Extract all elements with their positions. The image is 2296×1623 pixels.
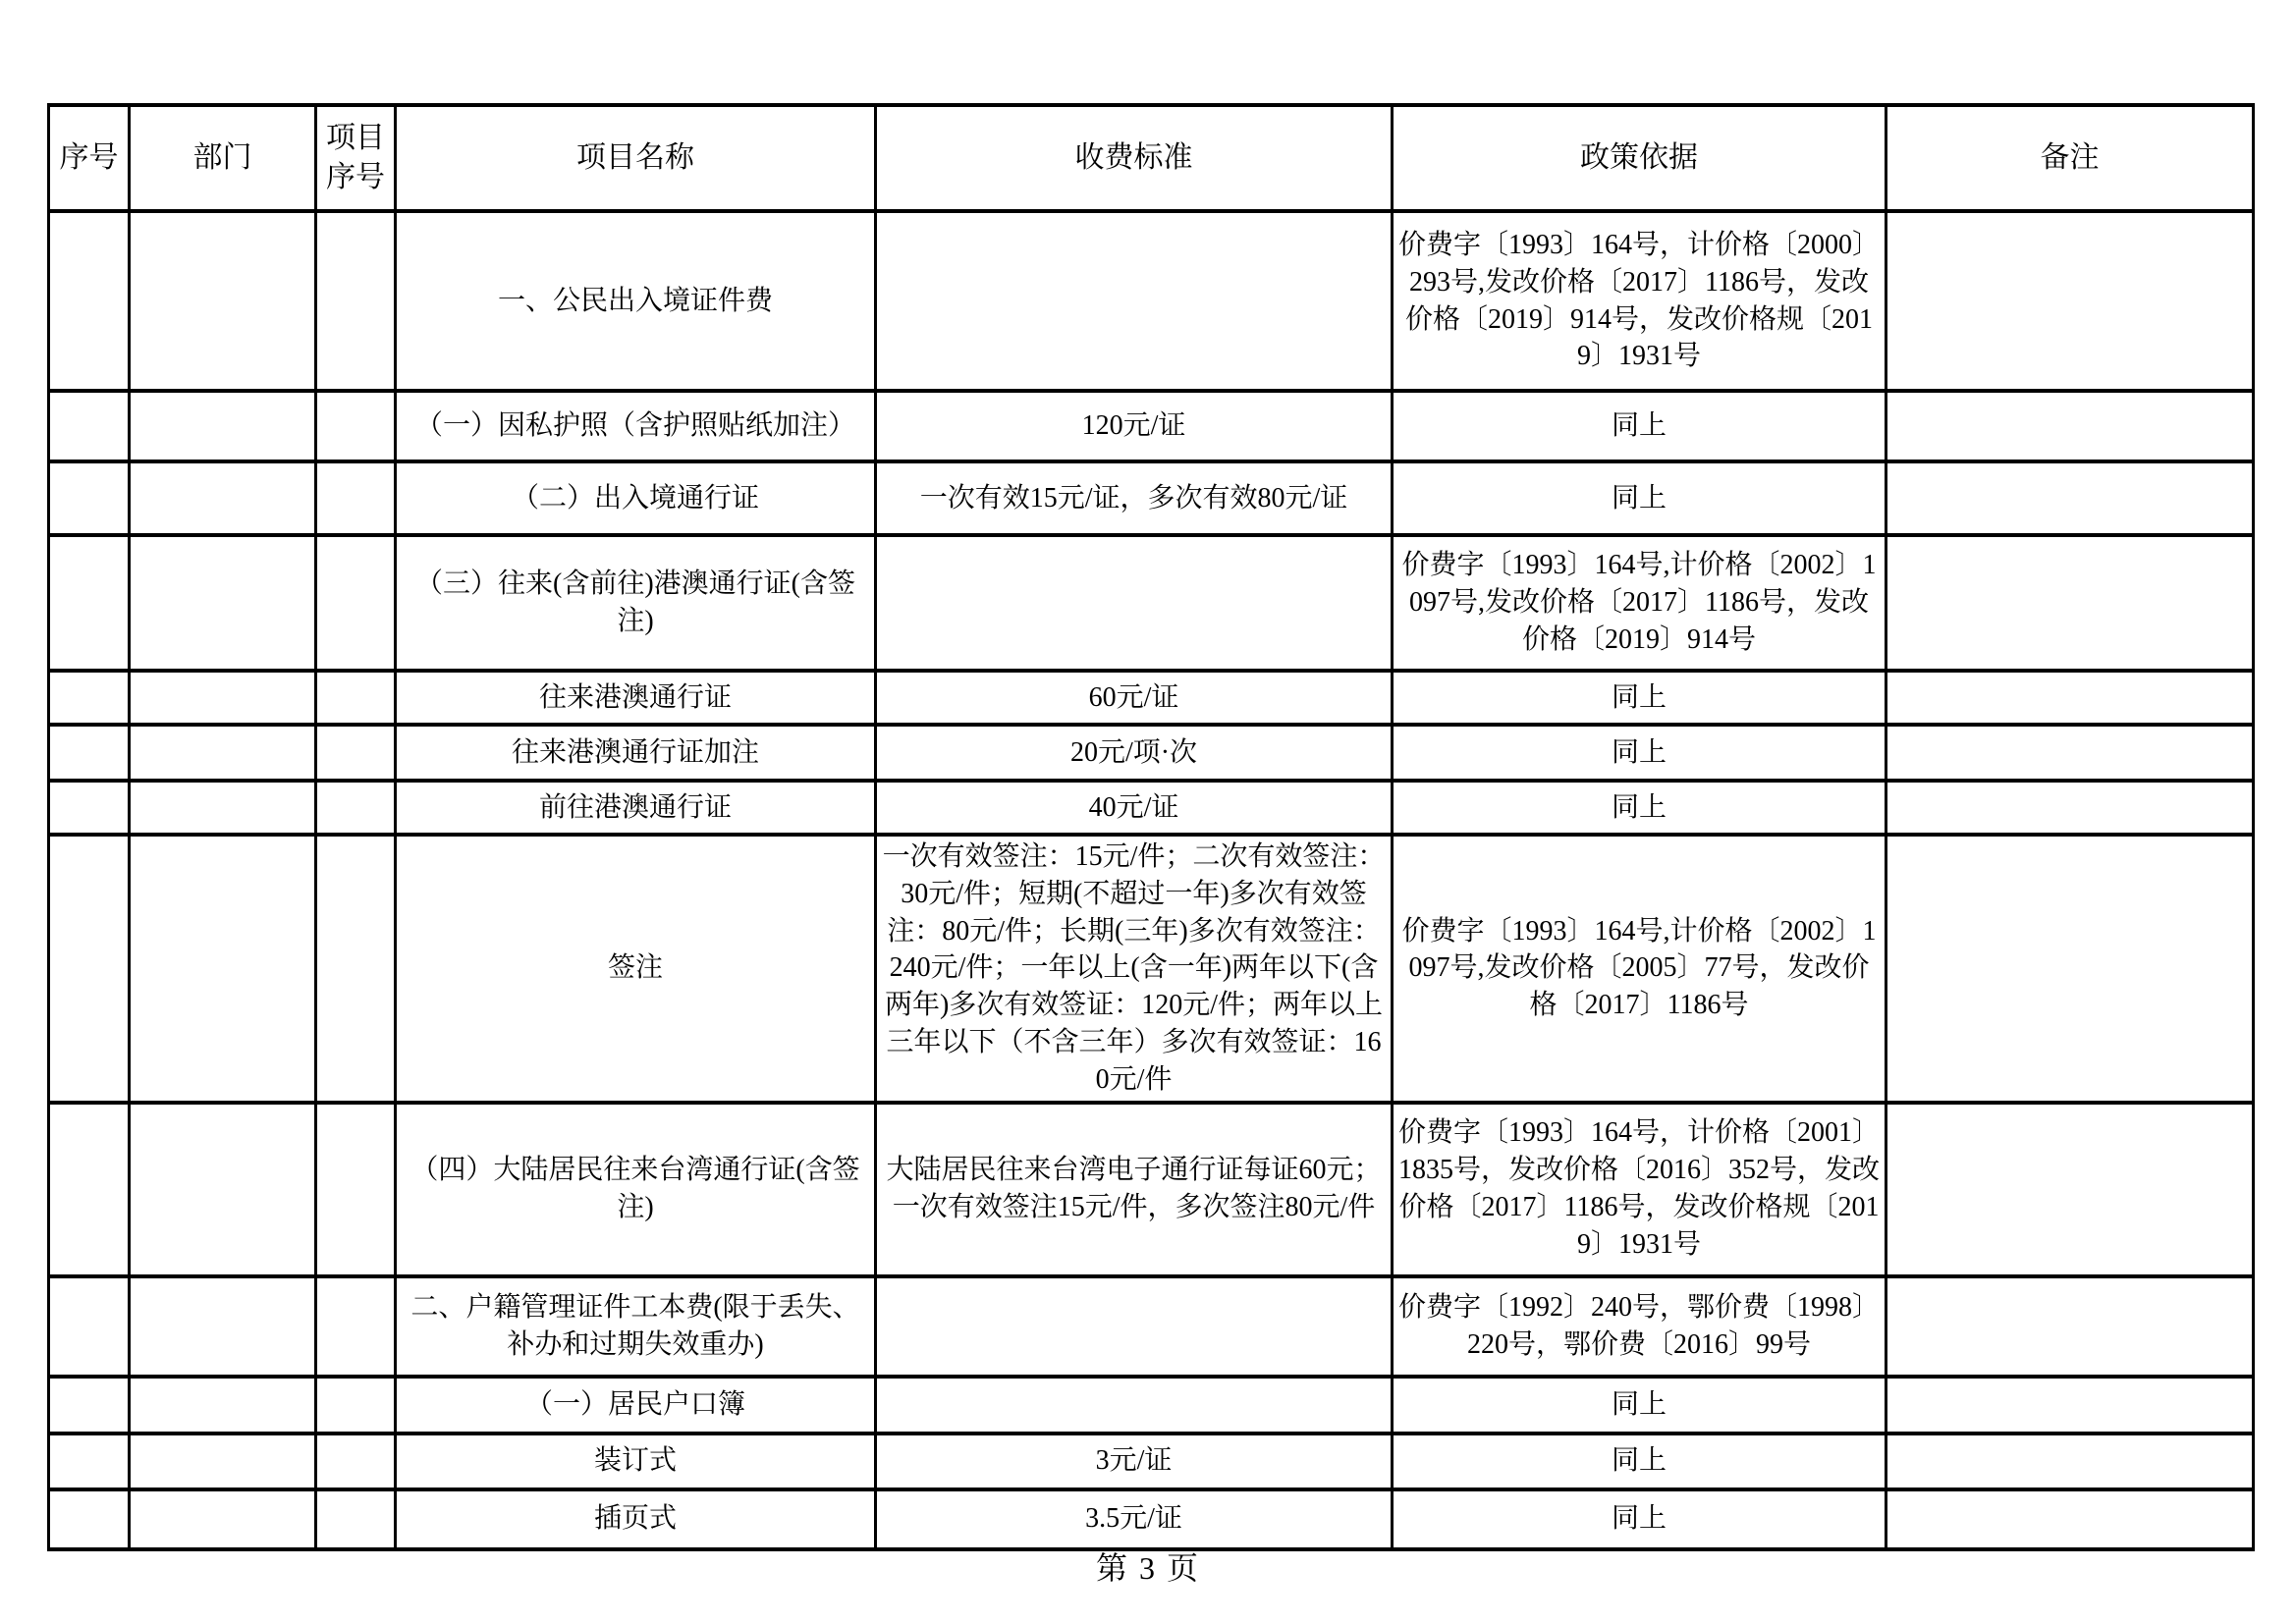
cell-note xyxy=(1886,1489,2254,1549)
cell-department xyxy=(130,461,316,535)
cell-item-no xyxy=(316,461,396,535)
cell-note xyxy=(1886,535,2254,671)
cell-item-no xyxy=(316,1489,396,1549)
cell-serial xyxy=(49,835,130,1103)
cell-note xyxy=(1886,1377,2254,1434)
fee-schedule-table xyxy=(47,103,2255,1551)
cell-department xyxy=(130,211,316,391)
cell-department xyxy=(130,535,316,671)
table-row xyxy=(49,781,2254,835)
column-header-fee: 收费标准 xyxy=(876,105,1393,211)
cell-policy: 同上 xyxy=(1393,461,1886,535)
table-row xyxy=(49,1377,2254,1434)
cell-name: （三）往来(含前往)港澳通行证(含签注) xyxy=(396,535,876,671)
column-header-item-no: 项目序号 xyxy=(316,105,396,211)
table-row xyxy=(49,1489,2254,1549)
cell-policy: 同上 xyxy=(1393,1377,1886,1434)
table-row xyxy=(49,535,2254,671)
cell-serial xyxy=(49,1103,130,1276)
cell-note xyxy=(1886,1276,2254,1377)
cell-note xyxy=(1886,781,2254,835)
column-header-name: 项目名称 xyxy=(396,105,876,211)
cell-serial xyxy=(49,781,130,835)
cell-policy: 价费字〔1993〕164号,计价格〔2002〕1097号,发改价格〔2017〕1186号，发改价格〔2019〕914号 xyxy=(1393,535,1886,671)
cell-department xyxy=(130,1377,316,1434)
cell-serial xyxy=(49,391,130,461)
cell-department xyxy=(130,1434,316,1489)
cell-name: 签注 xyxy=(396,835,876,1103)
cell-policy: 价费字〔1992〕240号，鄂价费〔1998〕220号，鄂价费〔2016〕99号 xyxy=(1393,1276,1886,1377)
cell-fee: 一次有效签注：15元/件；二次有效签注：30元/件；短期(不超过一年)多次有效签注：80元/件；长期(三年)多次有效签注：240元/件；一年以上(含一年)两年以下(含两年)多次有效签证：120元/件；两年以上三年以下（不含三年）多次有效签证：160元/件 xyxy=(876,835,1393,1103)
column-header-department: 部门 xyxy=(130,105,316,211)
cell-item-no xyxy=(316,781,396,835)
cell-name: （四）大陆居民往来台湾通行证(含签注) xyxy=(396,1103,876,1276)
table-row xyxy=(49,461,2254,535)
cell-serial xyxy=(49,211,130,391)
cell-fee: 3元/证 xyxy=(876,1434,1393,1489)
cell-item-no xyxy=(316,1103,396,1276)
cell-department xyxy=(130,781,316,835)
table-row xyxy=(49,725,2254,781)
cell-note xyxy=(1886,211,2254,391)
cell-serial xyxy=(49,1276,130,1377)
cell-item-no xyxy=(316,535,396,671)
cell-serial xyxy=(49,1434,130,1489)
cell-name: 往来港澳通行证加注 xyxy=(396,725,876,781)
header-row xyxy=(49,105,2254,211)
cell-fee xyxy=(876,1377,1393,1434)
cell-policy: 价费字〔1993〕164号，计价格〔2001〕1835号，发改价格〔2016〕352号，发改价格〔2017〕1186号，发改价格规〔2019〕1931号 xyxy=(1393,1103,1886,1276)
table-row xyxy=(49,1103,2254,1276)
cell-policy: 价费字〔1993〕164号,计价格〔2002〕1097号,发改价格〔2005〕77号，发改价格〔2017〕1186号 xyxy=(1393,835,1886,1103)
cell-name: （一）因私护照（含护照贴纸加注） xyxy=(396,391,876,461)
cell-fee: 40元/证 xyxy=(876,781,1393,835)
cell-policy: 价费字〔1993〕164号，计价格〔2000〕293号,发改价格〔2017〕1186号，发改价格〔2019〕914号，发改价格规〔2019〕1931号 xyxy=(1393,211,1886,391)
table-row xyxy=(49,835,2254,1103)
column-header-policy: 政策依据 xyxy=(1393,105,1886,211)
cell-item-no xyxy=(316,671,396,725)
page-number-label: 第 3 页 xyxy=(1095,1550,1200,1586)
cell-item-no xyxy=(316,1276,396,1377)
cell-department xyxy=(130,1276,316,1377)
cell-note xyxy=(1886,1434,2254,1489)
cell-name: 二、户籍管理证件工本费(限于丢失、补办和过期失效重办) xyxy=(396,1276,876,1377)
cell-department xyxy=(130,1489,316,1549)
cell-policy: 同上 xyxy=(1393,671,1886,725)
table-row xyxy=(49,211,2254,391)
cell-item-no xyxy=(316,1434,396,1489)
cell-fee: 20元/项·次 xyxy=(876,725,1393,781)
column-header-serial: 序号 xyxy=(49,105,130,211)
table-row xyxy=(49,391,2254,461)
cell-department xyxy=(130,725,316,781)
column-header-note: 备注 xyxy=(1886,105,2254,211)
cell-fee: 一次有效15元/证，多次有效80元/证 xyxy=(876,461,1393,535)
cell-department xyxy=(130,391,316,461)
cell-fee: 60元/证 xyxy=(876,671,1393,725)
cell-name: 前往港澳通行证 xyxy=(396,781,876,835)
table-row xyxy=(49,1276,2254,1377)
cell-serial xyxy=(49,461,130,535)
cell-name: （二）出入境通行证 xyxy=(396,461,876,535)
cell-name: 一、公民出入境证件费 xyxy=(396,211,876,391)
cell-serial xyxy=(49,671,130,725)
cell-item-no xyxy=(316,1377,396,1434)
cell-note xyxy=(1886,671,2254,725)
cell-note xyxy=(1886,1103,2254,1276)
cell-fee xyxy=(876,535,1393,671)
cell-fee: 120元/证 xyxy=(876,391,1393,461)
cell-note xyxy=(1886,835,2254,1103)
cell-item-no xyxy=(316,725,396,781)
cell-policy: 同上 xyxy=(1393,781,1886,835)
cell-name: （一）居民户口簿 xyxy=(396,1377,876,1434)
cell-fee xyxy=(876,1276,1393,1377)
cell-policy: 同上 xyxy=(1393,391,1886,461)
cell-policy: 同上 xyxy=(1393,725,1886,781)
cell-name: 装订式 xyxy=(396,1434,876,1489)
cell-fee xyxy=(876,211,1393,391)
cell-department xyxy=(130,1103,316,1276)
cell-policy: 同上 xyxy=(1393,1489,1886,1549)
cell-fee: 3.5元/证 xyxy=(876,1489,1393,1549)
cell-serial xyxy=(49,1377,130,1434)
cell-policy: 同上 xyxy=(1393,1434,1886,1489)
cell-serial xyxy=(49,535,130,671)
cell-department xyxy=(130,671,316,725)
cell-name: 插页式 xyxy=(396,1489,876,1549)
cell-serial xyxy=(49,725,130,781)
cell-note xyxy=(1886,391,2254,461)
cell-note xyxy=(1886,725,2254,781)
cell-note xyxy=(1886,461,2254,535)
table-row xyxy=(49,1434,2254,1489)
table-row xyxy=(49,671,2254,725)
cell-item-no xyxy=(316,835,396,1103)
cell-item-no xyxy=(316,391,396,461)
cell-item-no xyxy=(316,211,396,391)
cell-fee: 大陆居民往来台湾电子通行证每证60元；一次有效签注15元/件，多次签注80元/件 xyxy=(876,1103,1393,1276)
cell-department xyxy=(130,835,316,1103)
cell-serial xyxy=(49,1489,130,1549)
cell-name: 往来港澳通行证 xyxy=(396,671,876,725)
